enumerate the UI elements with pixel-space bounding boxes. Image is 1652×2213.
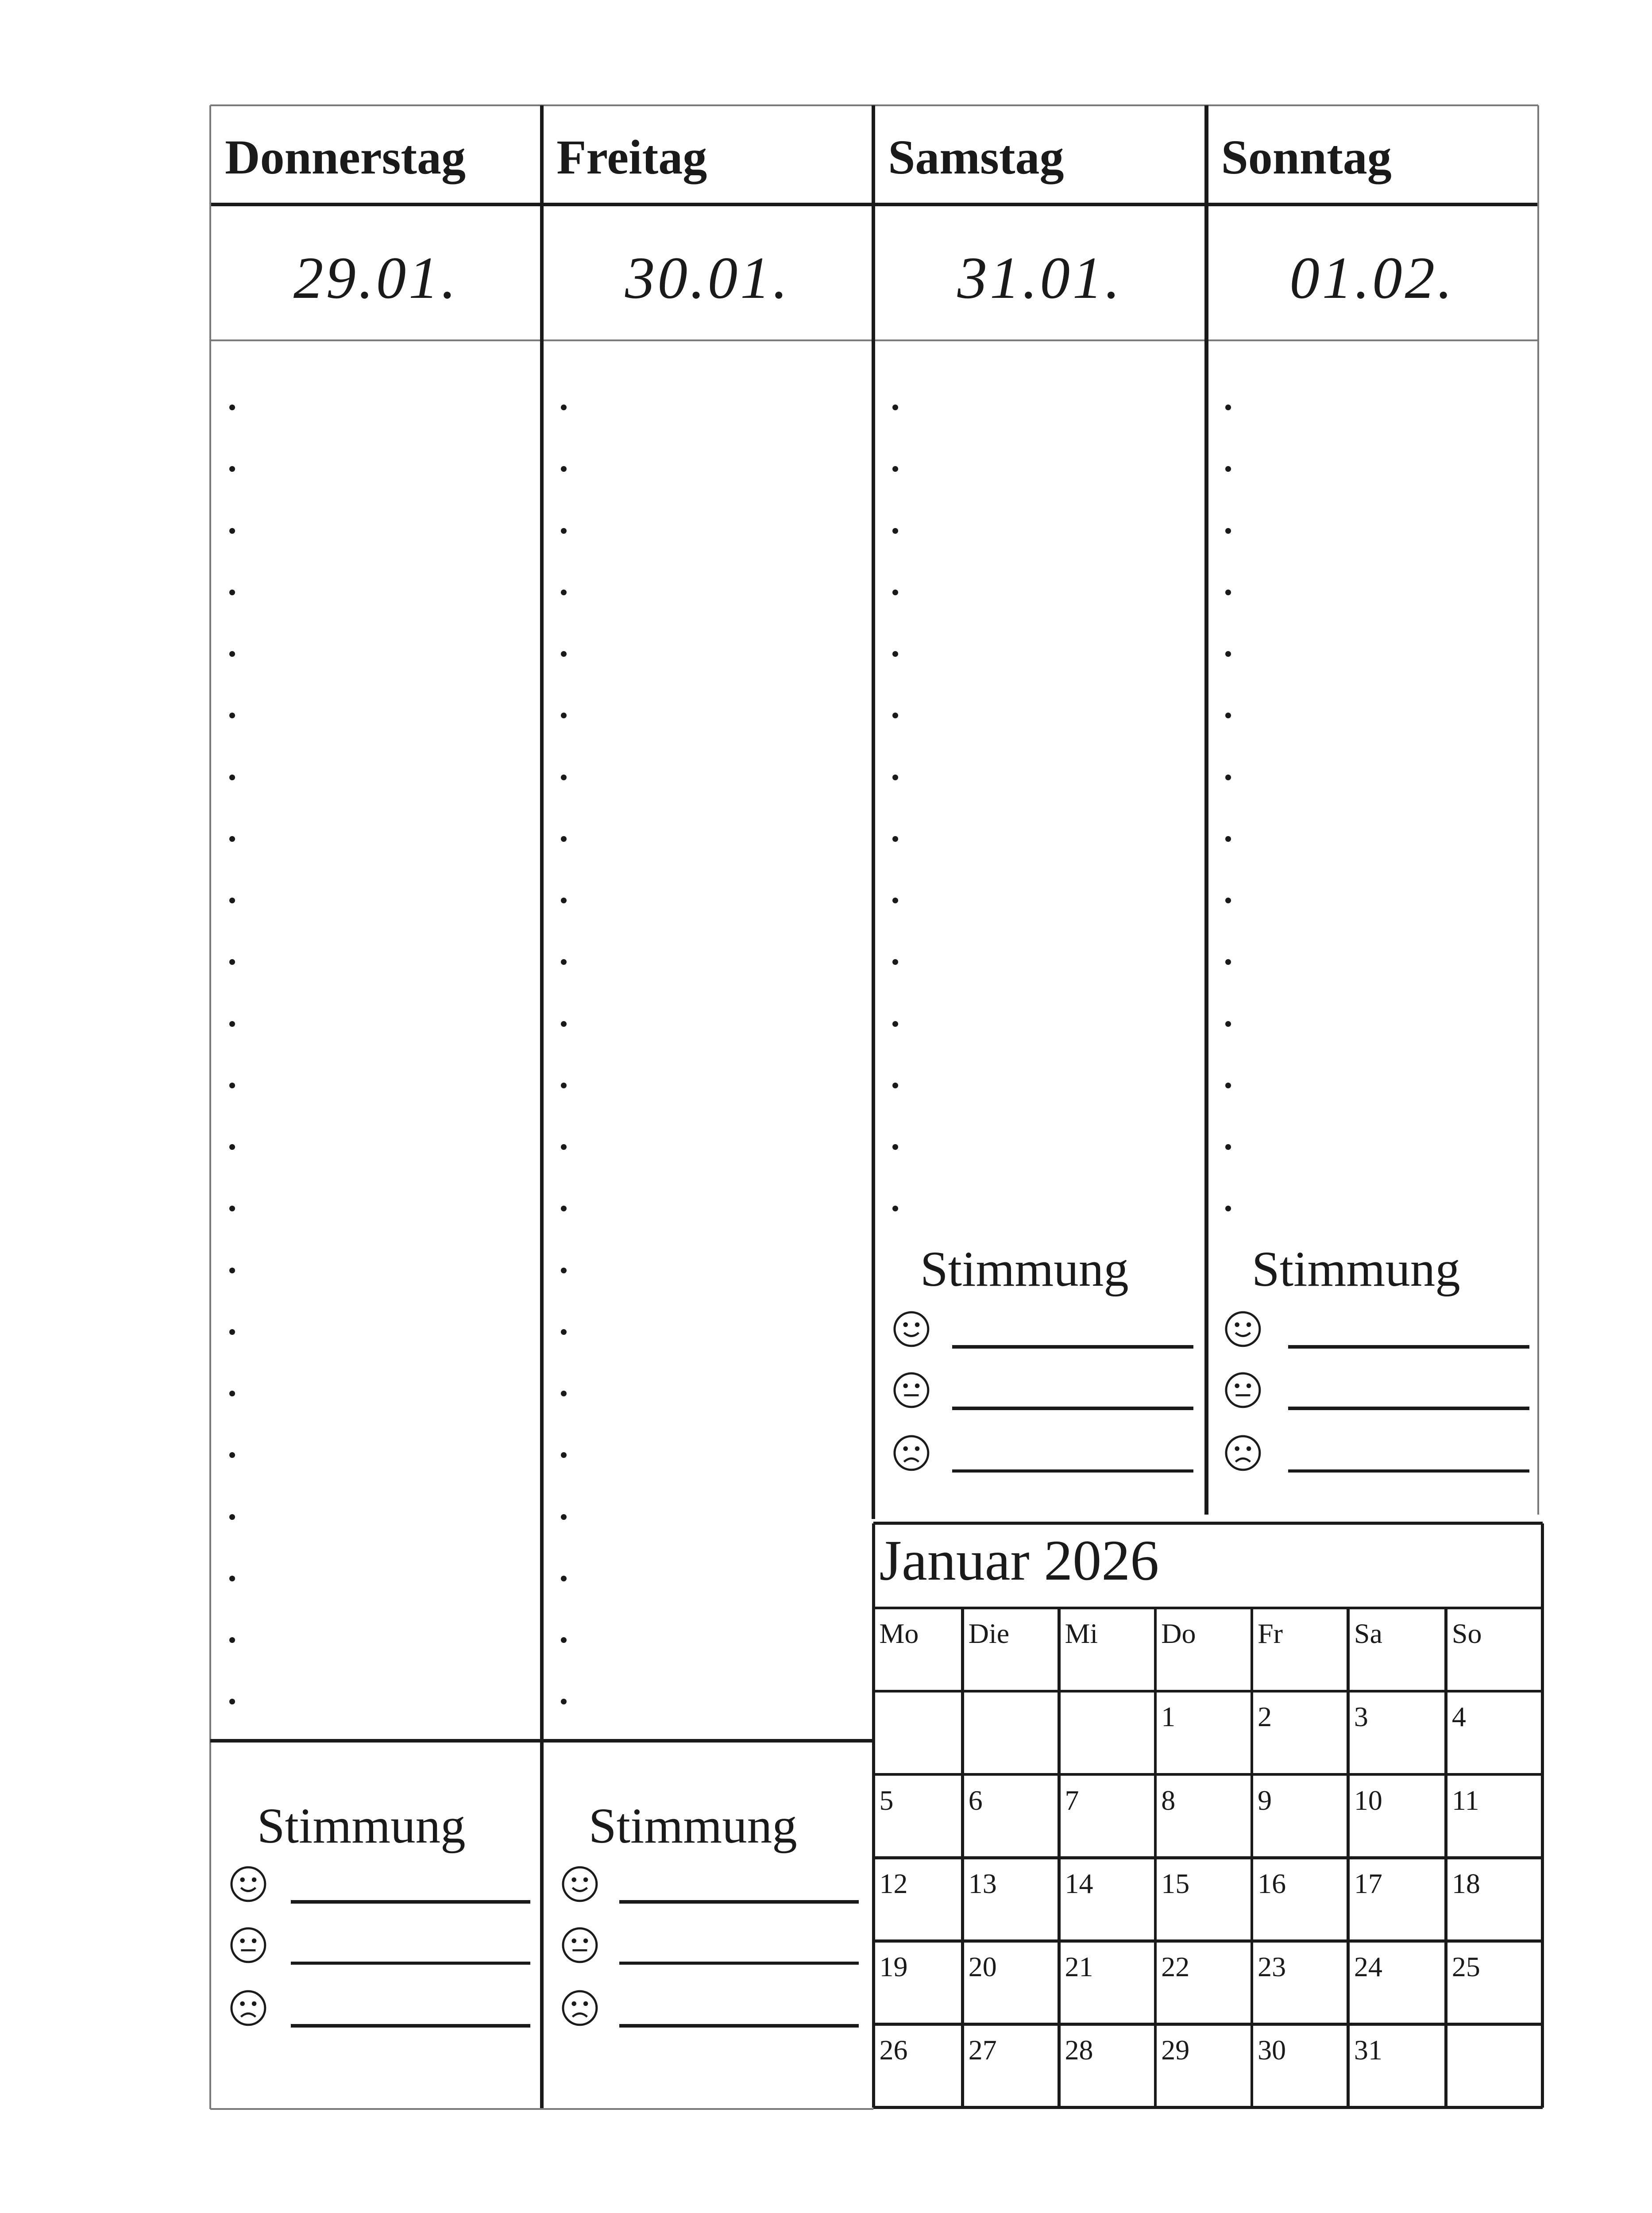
- bullet-dot: [561, 775, 567, 780]
- bullet-dot: [561, 836, 567, 842]
- calendar-day-cell[interactable]: 31: [1354, 2034, 1382, 2066]
- calendar-day-cell[interactable]: 14: [1065, 1867, 1093, 1899]
- bullet-dot: [229, 898, 235, 903]
- bullet-dot: [229, 1021, 235, 1027]
- bullet-dot: [229, 959, 235, 965]
- bullet-dot: [561, 1206, 567, 1211]
- calendar-day-cell[interactable]: 12: [879, 1867, 908, 1899]
- mood-label: Stimmung: [920, 1241, 1129, 1297]
- calendar-day-cell[interactable]: 1: [1161, 1701, 1176, 1733]
- smile-icon: [892, 1310, 930, 1348]
- bullet-dot: [561, 1452, 567, 1458]
- calendar-day-cell[interactable]: 23: [1258, 1951, 1286, 1982]
- bullet-dot: [229, 1144, 235, 1150]
- bullet-dot: [892, 1083, 898, 1088]
- mood-write-line[interactable]: [952, 1469, 1193, 1473]
- mood-write-line[interactable]: [619, 1962, 859, 1965]
- calendar-column-line: [1347, 1608, 1350, 2108]
- calendar-month-title: Januar 2026: [879, 1529, 1159, 1593]
- bullet-dot: [229, 1329, 235, 1335]
- bullet-dot: [1225, 1144, 1231, 1150]
- day-name: Samstag: [888, 130, 1064, 185]
- calendar-day-cell[interactable]: 22: [1161, 1951, 1190, 1982]
- bullet-dot: [1225, 959, 1231, 965]
- bullet-dot: [229, 1514, 235, 1520]
- bullet-dot: [561, 959, 567, 965]
- calendar-day-cell[interactable]: 26: [879, 2034, 908, 2066]
- bullet-dot: [1225, 775, 1231, 780]
- bullet-dot: [561, 528, 567, 534]
- bullet-dot: [892, 528, 898, 534]
- bullet-dot: [561, 651, 567, 657]
- frown-icon: [1224, 1434, 1262, 1472]
- calendar-row-line: [873, 1939, 1542, 1943]
- bullet-dot: [561, 1021, 567, 1027]
- calendar-day-cell[interactable]: 4: [1451, 1701, 1466, 1733]
- bullet-dot: [892, 775, 898, 780]
- calendar-day-cell[interactable]: 17: [1354, 1867, 1382, 1899]
- mood-label: Stimmung: [1251, 1241, 1460, 1297]
- bullet-dot: [1225, 405, 1231, 410]
- bullet-dot: [892, 1021, 898, 1027]
- bullet-dot: [561, 1391, 567, 1396]
- bullet-dot: [561, 1268, 567, 1273]
- mood-write-line[interactable]: [291, 1900, 530, 1904]
- bullet-dot: [229, 1206, 235, 1211]
- neutral-face-icon: [561, 1926, 599, 1964]
- mood-write-line[interactable]: [619, 2024, 859, 2028]
- mood-label: Stimmung: [257, 1798, 466, 1854]
- bullet-dot: [892, 590, 898, 595]
- calendar-column-line: [1154, 1608, 1157, 2108]
- bullet-dot: [229, 1699, 235, 1704]
- bullet-dot: [1225, 713, 1231, 718]
- bullet-dot: [1225, 590, 1231, 595]
- calendar-day-cell[interactable]: 13: [968, 1867, 997, 1899]
- bullet-dot: [229, 590, 235, 595]
- bullet-dot: [892, 898, 898, 903]
- frown-icon: [892, 1434, 930, 1472]
- calendar-day-cell[interactable]: 5: [879, 1784, 894, 1816]
- calendar-day-cell[interactable]: 11: [1451, 1784, 1479, 1816]
- calendar-column-line: [1058, 1608, 1061, 2108]
- calendar-row-line: [873, 1773, 1542, 1776]
- calendar-day-cell[interactable]: 6: [968, 1784, 983, 1816]
- calendar-day-cell[interactable]: 29: [1161, 2034, 1190, 2066]
- mood-write-line[interactable]: [291, 2024, 530, 2028]
- bullet-dot: [561, 1637, 567, 1643]
- bullet-dot: [1225, 898, 1231, 903]
- smile-icon: [1224, 1310, 1262, 1348]
- calendar-weekday-header: Mo: [879, 1618, 919, 1650]
- mood-write-line[interactable]: [1288, 1345, 1529, 1349]
- smile-icon: [229, 1865, 267, 1903]
- calendar-day-cell[interactable]: 24: [1354, 1951, 1382, 1982]
- frown-icon: [561, 1989, 599, 2027]
- bullet-dot: [561, 898, 567, 903]
- calendar-top-border: [873, 1522, 1542, 1525]
- bullet-dot: [561, 1514, 567, 1520]
- bullet-dot: [892, 1144, 898, 1150]
- bullet-dot: [229, 405, 235, 410]
- bullet-dot: [892, 959, 898, 965]
- bullet-dot: [1225, 836, 1231, 842]
- calendar-day-cell[interactable]: 7: [1065, 1784, 1079, 1816]
- day-name: Freitag: [556, 130, 707, 185]
- calendar-day-cell[interactable]: 3: [1354, 1701, 1368, 1733]
- bullet-dot: [229, 1083, 235, 1088]
- day-date: 29.01.: [293, 245, 459, 311]
- day-date: 01.02.: [1289, 245, 1455, 311]
- calendar-day-cell[interactable]: 16: [1258, 1867, 1286, 1899]
- calendar-row-line: [873, 1690, 1542, 1693]
- bullet-dot: [892, 466, 898, 472]
- calendar-day-cell[interactable]: 21: [1065, 1951, 1093, 1982]
- calendar-day-cell[interactable]: 8: [1161, 1784, 1176, 1816]
- bullet-dot: [1225, 466, 1231, 472]
- bullet-dot: [229, 1637, 235, 1643]
- bottom-border: [210, 2108, 873, 2110]
- bullet-dot: [561, 1329, 567, 1335]
- day-date: 30.01.: [625, 245, 791, 311]
- bullet-dot: [561, 1083, 567, 1088]
- bullet-dot: [229, 836, 235, 842]
- smile-icon: [561, 1865, 599, 1903]
- bullet-dot: [892, 836, 898, 842]
- frown-icon: [229, 1989, 267, 2027]
- mood-write-line[interactable]: [619, 1900, 859, 1904]
- bullet-dot: [229, 1452, 235, 1458]
- calendar-row-line: [873, 2106, 1542, 2109]
- calendar-weekday-header: Fr: [1258, 1618, 1283, 1650]
- calendar-weekday-header: So: [1451, 1618, 1482, 1650]
- calendar-day-cell[interactable]: 15: [1161, 1867, 1190, 1899]
- bullet-dot: [892, 405, 898, 410]
- bullet-dot: [1225, 1083, 1231, 1088]
- calendar-day-cell[interactable]: 19: [879, 1951, 908, 1982]
- left-border: [209, 105, 211, 2109]
- bullet-dot: [229, 775, 235, 780]
- neutral-face-icon: [229, 1926, 267, 1964]
- bullet-dot: [561, 713, 567, 718]
- bullet-dot: [561, 590, 567, 595]
- calendar-day-cell[interactable]: 27: [968, 2034, 997, 2066]
- calendar-day-cell[interactable]: 2: [1258, 1701, 1272, 1733]
- bullet-dot: [561, 1576, 567, 1581]
- calendar-row-line: [873, 1856, 1542, 1859]
- day-date: 31.01.: [957, 245, 1123, 311]
- mood-write-line[interactable]: [1288, 1407, 1529, 1410]
- mood-label: Stimmung: [588, 1798, 797, 1854]
- calendar-day-cell[interactable]: 9: [1258, 1784, 1272, 1816]
- neutral-face-icon: [1224, 1371, 1262, 1409]
- calendar-column-line: [1444, 1608, 1447, 2108]
- calendar-row-line: [873, 2023, 1542, 2026]
- bullet-dot: [561, 1144, 567, 1150]
- bullet-dot: [229, 528, 235, 534]
- calendar-day-cell[interactable]: 30: [1258, 2034, 1286, 2066]
- bullet-dot: [229, 1268, 235, 1273]
- calendar-column-line: [961, 1608, 964, 2108]
- bullet-dot: [561, 466, 567, 472]
- mood-write-line[interactable]: [952, 1345, 1193, 1349]
- column-divider: [872, 105, 875, 1519]
- right-border: [1537, 105, 1539, 1515]
- bullet-dot: [1225, 651, 1231, 657]
- bullet-dot: [229, 466, 235, 472]
- bullet-dot: [892, 1206, 898, 1211]
- neutral-face-icon: [892, 1371, 930, 1409]
- calendar-weekday-header: Die: [968, 1618, 1010, 1650]
- calendar-day-cell[interactable]: 25: [1451, 1951, 1480, 1982]
- calendar-column-line: [1251, 1608, 1254, 2108]
- bullet-dot: [229, 1576, 235, 1581]
- bullet-dot: [229, 651, 235, 657]
- calendar-right-border: [1541, 1523, 1544, 2108]
- calendar-day-cell[interactable]: 18: [1451, 1867, 1480, 1899]
- day-name: Donnerstag: [225, 130, 466, 185]
- calendar-left-border: [872, 1523, 875, 2108]
- day-name: Sonntag: [1221, 130, 1392, 185]
- calendar-row-line: [873, 1607, 1542, 1610]
- notes-divider: [210, 1739, 873, 1743]
- bullet-dot: [561, 1699, 567, 1704]
- column-divider: [540, 105, 544, 2109]
- calendar-day-cell[interactable]: 28: [1065, 2034, 1093, 2066]
- calendar-day-cell[interactable]: 10: [1354, 1784, 1382, 1816]
- bullet-dot: [1225, 1206, 1231, 1211]
- calendar-weekday-header: Mi: [1065, 1618, 1098, 1650]
- column-divider: [1204, 105, 1208, 1515]
- mood-write-line[interactable]: [952, 1407, 1193, 1410]
- calendar-day-cell[interactable]: 20: [968, 1951, 997, 1982]
- mood-write-line[interactable]: [1288, 1469, 1529, 1473]
- bullet-dot: [892, 651, 898, 657]
- mood-write-line[interactable]: [291, 1962, 530, 1965]
- bullet-dot: [229, 713, 235, 718]
- calendar-weekday-header: Sa: [1354, 1618, 1382, 1650]
- bullet-dot: [1225, 528, 1231, 534]
- bullet-dot: [229, 1391, 235, 1396]
- bullet-dot: [892, 713, 898, 718]
- bullet-dot: [1225, 1021, 1231, 1027]
- bullet-dot: [561, 405, 567, 410]
- calendar-weekday-header: Do: [1161, 1618, 1196, 1650]
